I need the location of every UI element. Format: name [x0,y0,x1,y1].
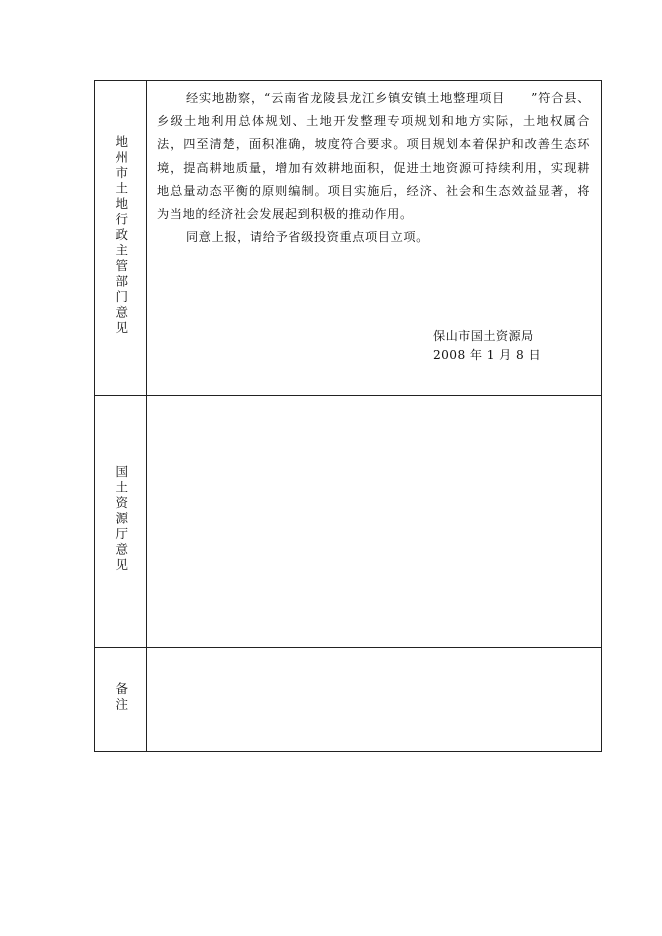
table-row [95,648,602,752]
remarks-cell [147,648,602,752]
opinion-paragraph: 同意上报，请给予省级投资重点项目立项。 [186,230,429,245]
land-resources-dept-opinion-cell [147,396,602,648]
prefecture-land-dept-label: 地州市土地行政主管部门意见 [113,135,129,337]
prefecture-land-dept-opinion-cell [147,81,602,396]
signature-date: 2008 年 1 月 8 日 [433,348,542,362]
table-row [95,396,602,648]
remarks-label: 备注 [113,682,129,713]
opinion-paragraph: 经实地勘察，“云南省龙陵县龙江乡镇安镇土地整理项目 ”符合县、乡级土地利用总体规划、土地开发整理专项规划和地方实际，土地权属合法，四至清楚，面积准确，坡度符合要求。项目规划本着保护和改善生态环境，提高耕地质量，增加有效耕地面积，促进土地资源可持续利用，实现耕地总量动态平衡的原则编制。项目实施后，经济、社会和生态效益显著，将为当地的经济社会发展起到积极的推动作用。 [157,91,590,222]
land-resources-dept-label: 国土资源厅意见 [113,465,129,574]
prefecture-land-dept-opinion [147,81,601,395]
table-row [95,81,602,396]
prefecture-land-dept-label-cell [95,81,147,396]
approval-form-table [94,80,602,752]
signature-organization: 保山市国土资源局 [433,329,534,343]
land-resources-dept-label-cell [95,396,147,648]
remarks-label-cell [95,648,147,752]
signature-block [433,327,541,365]
